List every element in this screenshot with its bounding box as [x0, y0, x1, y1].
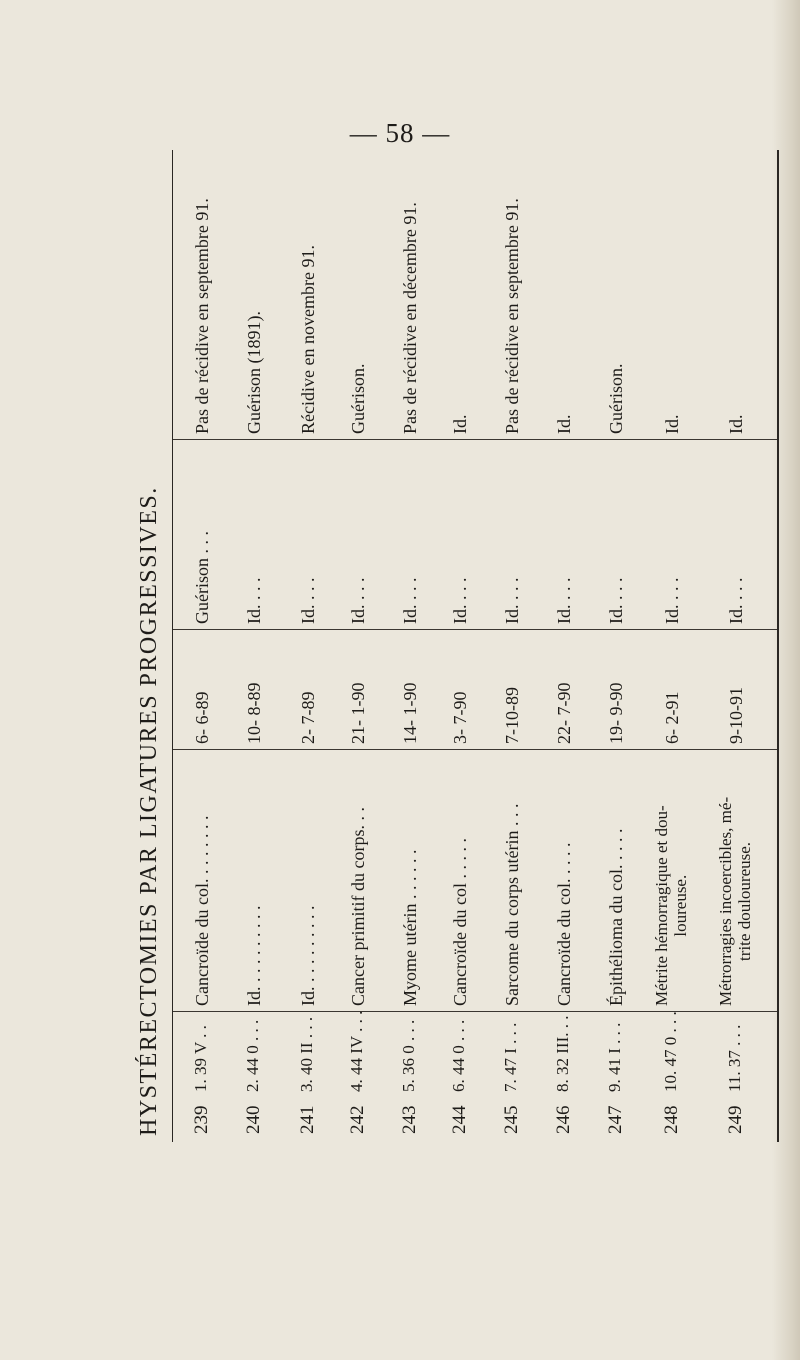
lesion-line-1: Métrorragies incoercibles, mé-	[716, 796, 736, 1006]
operation-date: 21- 1-90	[347, 682, 368, 744]
operation-date: 3- 7-90	[449, 691, 470, 744]
operation-date: 2- 7-89	[297, 691, 318, 744]
immediate-result: Id. . . .	[501, 577, 522, 624]
case-id: 249	[725, 1105, 746, 1134]
case-id: 242	[347, 1105, 368, 1134]
case-id: 248	[661, 1105, 682, 1134]
lesion-text: Myome utérin . . . . . .	[399, 849, 420, 1006]
operation-date: 19- 9-90	[605, 682, 626, 744]
case-age: 10. 47 0 . . .	[661, 1011, 680, 1092]
rotated-table-block	[130, 150, 800, 1142]
later-outcome: Id.	[661, 414, 682, 434]
case-age: 3. 40 II . . .	[297, 1016, 316, 1092]
case-id: 245	[501, 1105, 522, 1134]
later-outcome: Guérison.	[347, 363, 368, 434]
lesion-text: Sarcome du corps utérin . . .	[501, 803, 522, 1006]
immediate-result: Id. . . .	[605, 577, 626, 624]
operation-date: 6- 6-89	[191, 691, 212, 744]
case-id: 247	[605, 1105, 626, 1134]
lesion-text: Cancroïde du col. . . . .	[553, 842, 574, 1006]
case-age: 4. 44 IV . . .	[347, 1010, 366, 1092]
later-outcome: Pas de récidive en septembre 91.	[501, 198, 522, 434]
later-outcome: Id.	[553, 414, 574, 434]
column-case-number	[173, 1012, 777, 1142]
case-age: 8. 32 III. . .	[553, 1015, 572, 1092]
case-id: 244	[449, 1105, 470, 1134]
lesion-text: Id. . . . . . . . . .	[243, 905, 264, 1006]
later-outcome: Id.	[725, 414, 746, 434]
operation-date: 10- 8-89	[243, 682, 264, 744]
lesion-line-1: Métrite hémorragique et dou-	[652, 805, 672, 1006]
case-age: 9. 41 I . . .	[605, 1022, 624, 1092]
case-age: 11. 37 . . .	[725, 1024, 744, 1092]
case-age: 6. 44 0 . . .	[449, 1019, 468, 1092]
column-date	[173, 630, 777, 750]
lesion-text-two-line	[717, 797, 754, 1012]
operation-date: 6- 2-91	[661, 691, 682, 744]
immediate-result: Id. . . .	[399, 577, 420, 624]
case-age: 2. 44 0 . . .	[243, 1019, 262, 1092]
table-title: HYSTÉRECTOMIES PAR LIGATURES PROGRESSIVES.	[135, 486, 162, 1136]
lesion-text: Cancroïde du col. . . . . . . .	[191, 815, 212, 1006]
operation-date: 14- 1-90	[399, 682, 420, 744]
case-id: 243	[399, 1105, 420, 1134]
case-age: 7. 47 I . . .	[501, 1022, 520, 1092]
later-outcome: Récidive en novembre 91.	[297, 245, 318, 434]
page-number: — 58 —	[349, 118, 451, 148]
lesion-text: Id. . . . . . . . . .	[297, 905, 318, 1006]
case-id: 239	[191, 1105, 212, 1134]
later-outcome: Pas de récidive en décembre 91.	[399, 202, 420, 434]
operation-date: 9-10-91	[725, 687, 746, 744]
lesion-text: Épithélioma du col. . . . .	[605, 828, 626, 1006]
immediate-result: Id. . . .	[725, 577, 746, 624]
lesion-line-2: loureuse.	[671, 874, 690, 937]
later-outcome: Guérison.	[605, 363, 626, 434]
immediate-result: Id. . . .	[449, 577, 470, 624]
operation-date: 7-10-89	[501, 687, 522, 744]
immediate-result: Guérison . . .	[191, 531, 212, 624]
lesion-line-2: trite douloureuse.	[735, 841, 754, 961]
lesion-text: Cancroïde du col . . . . .	[449, 838, 470, 1006]
lesion-text: Cancer primitif du corps. . .	[347, 807, 368, 1006]
case-age: 1. 39 V . .	[191, 1025, 210, 1092]
immediate-result: Id. . . .	[347, 577, 368, 624]
later-outcome: Pas de récidive en septembre 91.	[191, 198, 212, 434]
case-id: 246	[553, 1105, 574, 1134]
case-id: 240	[243, 1105, 264, 1134]
later-outcome: Guérison (1891).	[243, 311, 264, 434]
case-id: 241	[297, 1105, 318, 1134]
immediate-result: Id. . . .	[553, 577, 574, 624]
immediate-result: Id. . . .	[661, 577, 682, 624]
cases-table	[172, 150, 779, 1142]
column-lesion	[173, 750, 777, 1012]
later-outcome: Id.	[449, 414, 470, 434]
column-later-outcome	[173, 150, 777, 440]
immediate-result: Id. . . .	[297, 577, 318, 624]
column-result	[173, 440, 777, 630]
immediate-result: Id. . . .	[243, 577, 264, 624]
case-age: 5. 36 0 . . .	[399, 1019, 418, 1092]
lesion-text-two-line	[653, 805, 690, 1012]
operation-date: 22- 7-90	[553, 682, 574, 744]
